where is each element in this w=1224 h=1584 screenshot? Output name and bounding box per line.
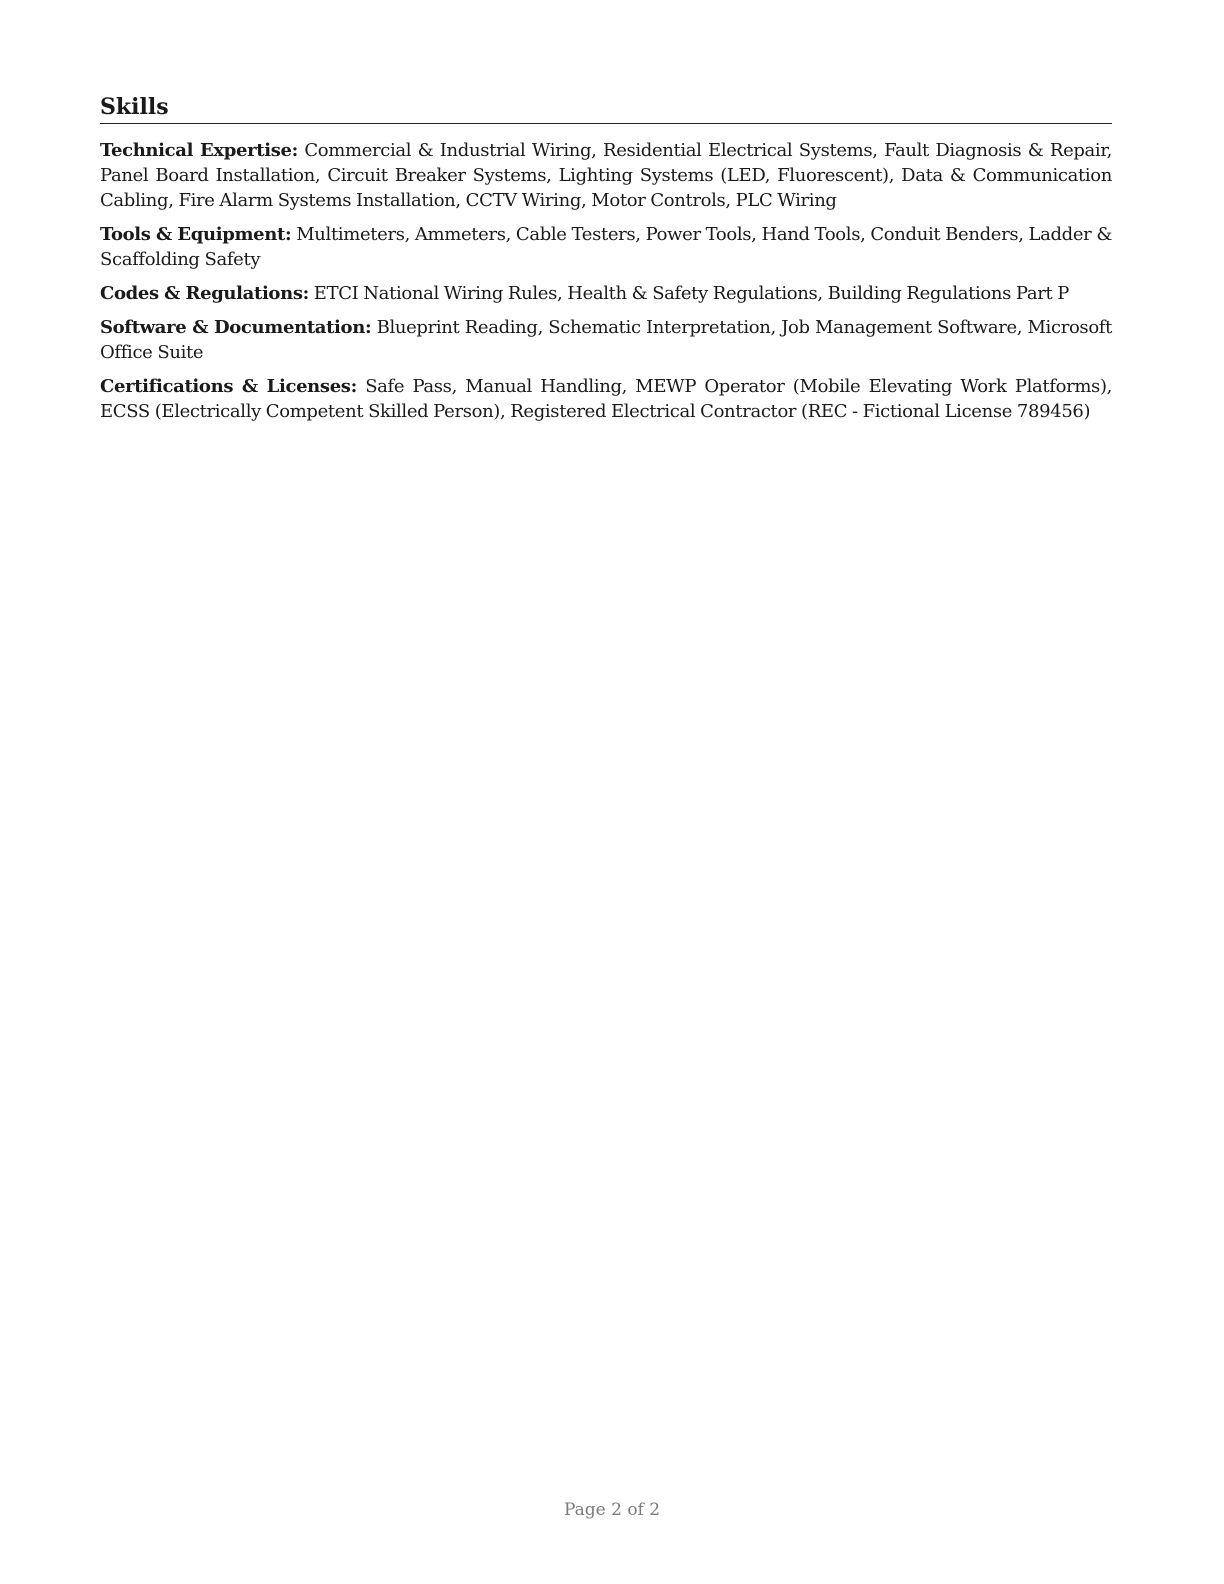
skill-label: Certifications & Licenses: bbox=[100, 376, 357, 397]
skill-text: ETCI National Wiring Rules, Health & Safety Regulations, Building Regulations Part P bbox=[313, 283, 1070, 304]
skill-row-software-documentation bbox=[100, 315, 1112, 365]
skill-row-technical-expertise bbox=[100, 138, 1112, 213]
skill-label: Codes & Regulations: bbox=[100, 283, 309, 304]
skills-list bbox=[100, 138, 1112, 424]
skill-label: Tools & Equipment: bbox=[100, 224, 292, 245]
document-page bbox=[100, 92, 1112, 433]
skill-row-certifications-licenses bbox=[100, 374, 1112, 424]
skill-text: Blueprint Reading, Schematic Interpretation, Job Management Software, Microsoft Office Suite bbox=[100, 317, 1112, 363]
skill-label: Technical Expertise: bbox=[100, 140, 298, 161]
skill-text: Commercial & Industrial Wiring, Residential Electrical Systems, Fault Diagnosis & Repair, Panel Board Installation, Circuit Breaker Systems, Lighting Systems (LED, Fluorescent), Data & Communication Cabling, Fire Alarm Systems Installation, CCTV Wiring, Motor Controls, PLC Wiring bbox=[100, 140, 1112, 211]
section-title-skills: Skills bbox=[100, 92, 1112, 124]
page-number-footer: Page 2 of 2 bbox=[563, 1500, 661, 1520]
skill-row-tools-equipment bbox=[100, 222, 1112, 272]
skill-label: Software & Documentation: bbox=[100, 317, 372, 338]
skill-text: Safe Pass, Manual Handling, MEWP Operator (Mobile Elevating Work Platforms), ECSS (Electrically Competent Skilled Person), Registered Electrical Contractor (REC - Fictional License 789456) bbox=[100, 376, 1112, 422]
skill-row-codes-regulations bbox=[100, 281, 1112, 306]
skill-text: Multimeters, Ammeters, Cable Testers, Power Tools, Hand Tools, Conduit Benders, Ladder & Scaffolding Safety bbox=[100, 224, 1112, 270]
